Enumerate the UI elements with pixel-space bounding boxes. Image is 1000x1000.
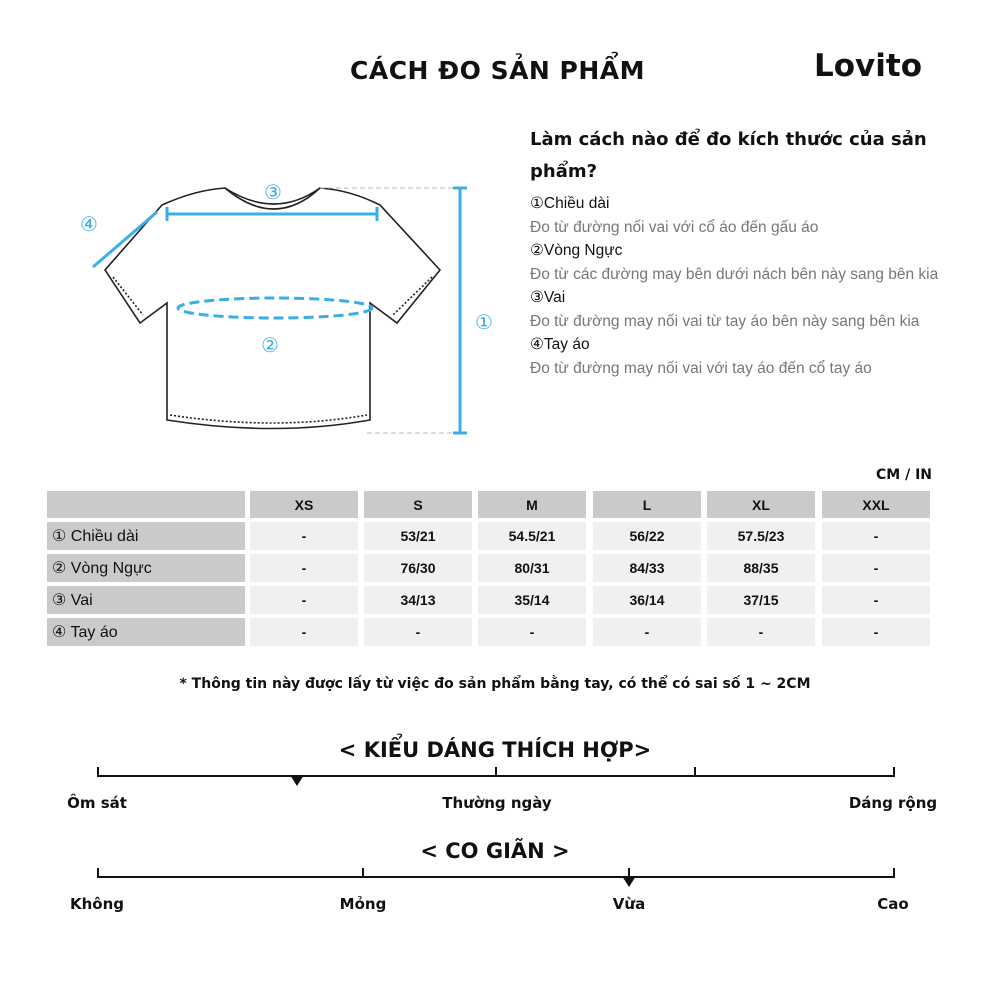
table-cell: 56/22 xyxy=(593,522,701,550)
size-header: S xyxy=(364,491,472,518)
measure-label: ②Vòng Ngực xyxy=(530,242,623,259)
table-cell: 54.5/21 xyxy=(478,522,586,550)
scale-label: Vừa xyxy=(612,895,646,913)
scale-tick xyxy=(628,868,630,878)
row-label: ③ Vai xyxy=(47,586,245,614)
scale-label: Mỏng xyxy=(339,895,387,913)
brand-logo: Lovito xyxy=(814,48,923,84)
scale-tick xyxy=(362,868,364,878)
stretch-title: < CO GIÃN > xyxy=(420,839,570,863)
table-cell: - xyxy=(822,618,930,646)
measurement-note: * Thông tin này được lấy từ việc đo sản phẩm bằng tay, có thể có sai số 1 ~ 2CM xyxy=(179,676,811,692)
table-cell: - xyxy=(478,618,586,646)
unit-label: CM / IN xyxy=(876,467,932,483)
size-header: XL xyxy=(707,491,815,518)
scale-tick xyxy=(97,767,99,777)
size-header: M xyxy=(478,491,586,518)
table-cell: 36/14 xyxy=(593,586,701,614)
tshirt-diagram xyxy=(75,175,525,445)
scale-label: Dáng rộng xyxy=(848,794,938,812)
table-header-corner xyxy=(47,491,245,518)
table-cell: - xyxy=(250,586,358,614)
table-cell: - xyxy=(593,618,701,646)
table-cell: 84/33 xyxy=(593,554,701,582)
scale-tick xyxy=(495,767,497,777)
table-cell: - xyxy=(364,618,472,646)
table-cell: 53/21 xyxy=(364,522,472,550)
scale-line xyxy=(97,876,895,878)
table-cell: 57.5/23 xyxy=(707,522,815,550)
scale-marker-icon xyxy=(290,775,304,786)
table-cell: - xyxy=(250,522,358,550)
measure-desc: Đo từ đường may nối vai với tay áo đến cổ tay áo xyxy=(530,359,872,377)
marker-sleeve: ④ xyxy=(80,212,98,236)
measure-list xyxy=(530,192,940,380)
scale-label: Cao xyxy=(877,895,909,913)
marker-shoulder: ③ xyxy=(264,180,282,204)
row-label: ① Chiều dài xyxy=(47,522,245,550)
table-cell: 34/13 xyxy=(364,586,472,614)
row-label: ② Vòng Ngực xyxy=(47,554,245,582)
measure-label: ④Tay áo xyxy=(530,336,590,353)
sleeve-arrow xyxy=(93,212,157,267)
scale-label: Ôm sát xyxy=(67,794,127,812)
measure-desc: Đo từ đường may nối vai từ tay áo bên này sang bên kia xyxy=(530,312,920,330)
scale-tick xyxy=(97,868,99,878)
size-header: L xyxy=(593,491,701,518)
table-cell: 80/31 xyxy=(478,554,586,582)
chest-arrow xyxy=(178,298,372,318)
measure-desc: Đo từ đường nối vai với cổ áo đến gấu áo xyxy=(530,218,819,236)
page-title: CÁCH ĐO SẢN PHẨM xyxy=(350,56,646,85)
table-cell: - xyxy=(250,554,358,582)
scale-label: Không xyxy=(69,895,125,913)
scale-tick xyxy=(893,767,895,777)
tshirt-outline xyxy=(105,188,440,429)
table-cell: - xyxy=(822,586,930,614)
fit-title: < KIỂU DÁNG THÍCH HỢP> xyxy=(338,738,652,762)
measure-label: ①Chiều dài xyxy=(530,195,610,212)
table-cell: 35/14 xyxy=(478,586,586,614)
scale-tick xyxy=(694,767,696,777)
measure-desc: Đo từ các đường may bên dưới nách bên này sang bên kia xyxy=(530,265,939,283)
table-cell: - xyxy=(822,554,930,582)
scale-label: Thường ngày xyxy=(442,794,552,812)
table-cell: 88/35 xyxy=(707,554,815,582)
table-cell: 37/15 xyxy=(707,586,815,614)
measure-label: ③Vai xyxy=(530,289,566,306)
row-label: ④ Tay áo xyxy=(47,618,245,646)
table-cell: - xyxy=(707,618,815,646)
table-cell: 76/30 xyxy=(364,554,472,582)
scale-tick xyxy=(893,868,895,878)
marker-chest: ② xyxy=(261,333,279,357)
howto-heading: Làm cách nào để đo kích thước của sản phẩm? xyxy=(530,129,927,182)
size-header: XS xyxy=(250,491,358,518)
table-cell: - xyxy=(822,522,930,550)
marker-length: ① xyxy=(475,310,493,334)
size-header: XXL xyxy=(822,491,930,518)
table-cell: - xyxy=(250,618,358,646)
